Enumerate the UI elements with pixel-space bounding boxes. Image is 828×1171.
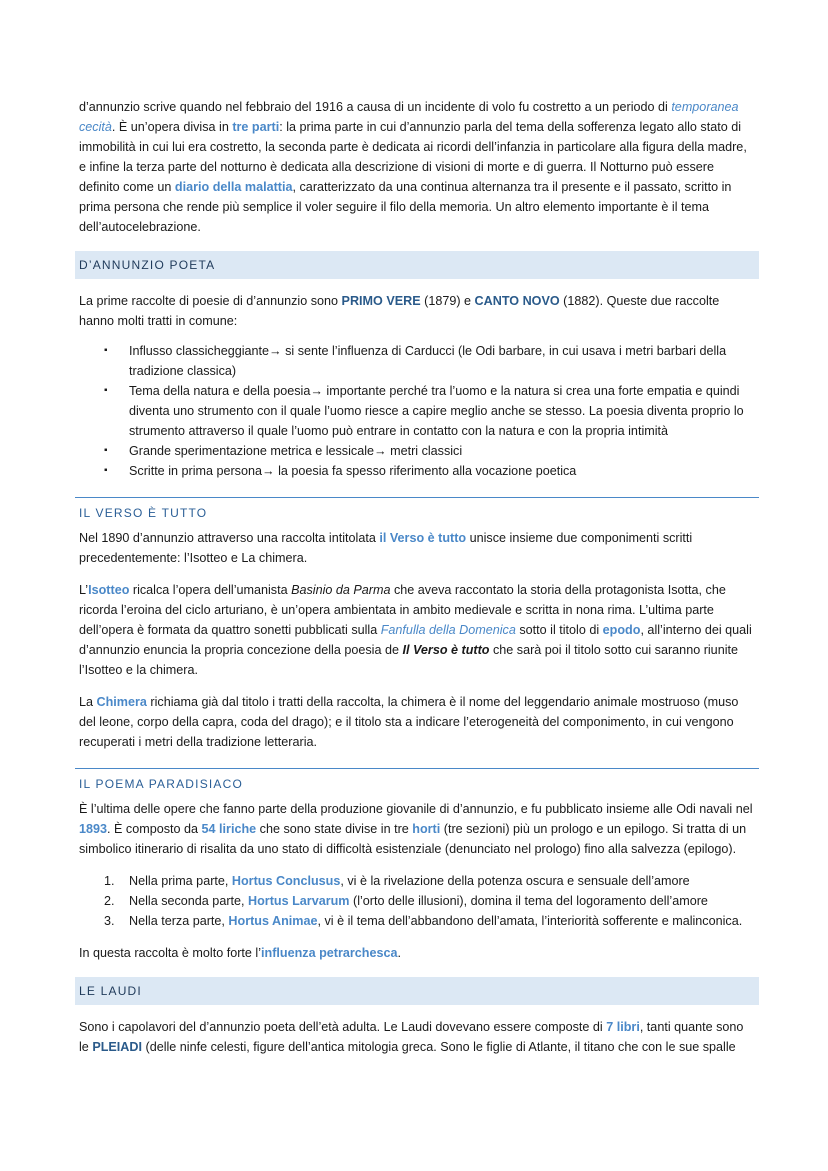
bold-italic-term: Il Verso è tutto xyxy=(402,643,490,657)
poeta-paragraph xyxy=(79,291,755,331)
highlight-term: temporanea cecità xyxy=(79,100,739,134)
text: (l’orto delle illusioni), domina il tema del logoramento dell’amore xyxy=(349,894,708,908)
text: (delle ninfe celesti, figure dell’antica mitologia greca. Sono le figlie di Atlante, il titano che con le sue spalle xyxy=(142,1040,736,1054)
highlight-term: tre parti xyxy=(232,120,280,134)
section-heading-poema xyxy=(75,768,759,799)
bullet-icon: ▪ xyxy=(104,345,108,356)
list-item xyxy=(79,891,755,911)
text: ricalca l’opera dell’umanista xyxy=(129,583,292,597)
text: : la prima parte in cui d’annunzio parla del tema della sofferenza legato allo stato di immobilità in cui lui era costretto, la seconda parte è dedicata ai ricordi dell’infanzia in particolare alla figura della madre, e infine la terza parte del notturno è dedicata alla descrizione di visioni di morte e di guerra. Il Notturno può essere definito come un xyxy=(79,120,747,194)
italic-term: Basinio da Parma xyxy=(291,583,391,597)
text: . È composto da xyxy=(107,822,202,836)
text: . È un’opera divisa in xyxy=(111,120,233,134)
text: Nella terza parte, xyxy=(129,914,229,928)
text: (tre sezioni) più un prologo e un epilogo. Si tratta di un simbolico itinerario di risalita da uno stato di difficoltà esistenziale (denunciato nel prologo) fino alla salvezza (epilogo). xyxy=(79,822,747,856)
highlight-term: epodo xyxy=(602,623,641,637)
text: , tanti quante sono le xyxy=(79,1020,744,1054)
text: Nel 1890 d’annunzio attraverso una raccolta intitolata xyxy=(79,531,380,545)
document-content xyxy=(79,97,755,1057)
poeta-bullet-list xyxy=(79,341,755,481)
laudi-paragraph xyxy=(79,1017,755,1057)
section-heading-laudi xyxy=(75,977,759,1005)
highlight-term: 1893 xyxy=(79,822,108,836)
highlight-term: Isotteo xyxy=(88,583,130,597)
bullet-icon: ▪ xyxy=(104,465,108,476)
intro-paragraph xyxy=(79,97,755,237)
text: d’annunzio scrive quando nel febbraio del 1916 a causa di un incidente di volo fu costretto a un periodo di xyxy=(79,100,672,114)
highlight-term: il Verso è tutto xyxy=(379,531,467,545)
highlight-term: Hortus Conclusus xyxy=(231,874,341,888)
list-item xyxy=(79,871,755,891)
title-canto-novo: CANTO NOVO xyxy=(474,294,560,308)
poema-numbered-list xyxy=(79,871,755,931)
heading-text: LE LAUDI xyxy=(79,984,142,998)
text: . xyxy=(397,946,401,960)
text: , vi è la rivelazione della potenza oscura e sensuale dell’amore xyxy=(340,874,690,888)
text: La xyxy=(79,695,97,709)
text: , caratterizzato da una continua alternanza tra il presente e il passato, scritto in prima persona che rende più semplice il voler seguire il filo della memoria. Un altro elemento importante è il tema dell’autocelebrazione. xyxy=(79,180,732,234)
heading-text: IL VERSO È TUTTO xyxy=(79,506,208,520)
highlight-term: 7 libri xyxy=(606,1020,640,1034)
text: In questa raccolta è molto forte l’ xyxy=(79,946,262,960)
section-heading-verso xyxy=(75,497,759,528)
heading-text: D’ANNUNZIO POETA xyxy=(79,258,216,272)
list-item xyxy=(79,341,755,381)
list-item xyxy=(79,911,755,931)
highlight-term: horti xyxy=(412,822,441,836)
bullet-icon: ▪ xyxy=(104,385,108,396)
text: , all’interno dei quali d’annunzio enuncia la propria concezione della poesia de xyxy=(79,623,752,657)
list-item xyxy=(79,441,755,461)
list-item-text: Influsso classicheggiante→ si sente l’influenza di Carducci (le Odi barbare, in cui usava i metri barbari della tradizione classica) xyxy=(129,344,727,378)
text: Sono i capolavori del d’annunzio poeta dell’età adulta. Le Laudi dovevano essere composte di xyxy=(79,1020,607,1034)
text: La prime raccolte di poesie di d’annunzio sono xyxy=(79,294,342,308)
text: unisce insieme due componimenti scritti precedentemente: l’Isotteo e La chimera. xyxy=(79,531,693,565)
bullet-icon: ▪ xyxy=(104,445,108,456)
highlight-term: Fanfulla della Domenica xyxy=(380,623,516,637)
highlight-term: Hortus Larvarum xyxy=(248,894,350,908)
highlight-term: 54 liriche xyxy=(201,822,257,836)
text: sotto il titolo di xyxy=(515,623,603,637)
poema-paragraph-2 xyxy=(79,943,755,963)
text: È l’ultima delle opere che fanno parte della produzione giovanile di d’annunzio, e fu pubblicato insieme alle Odi navali nel xyxy=(79,802,753,816)
title-pleiadi: PLEIADI xyxy=(92,1040,142,1054)
text: , vi è il tema dell’abbandono dell’amata, l’interiorità sofferente e malinconica. xyxy=(317,914,743,928)
verso-paragraph-3 xyxy=(79,692,755,752)
list-item xyxy=(79,461,755,481)
title-primo-vere: PRIMO VERE xyxy=(341,294,421,308)
text: che sono state divise in tre xyxy=(256,822,413,836)
text: che sarà poi il titolo sotto cui saranno riunite l’Isotteo e la chimera. xyxy=(79,643,738,677)
highlight-term: diario della malattia xyxy=(174,180,293,194)
highlight-term: Chimera xyxy=(96,695,147,709)
list-item-text: Scritte in prima persona→ la poesia fa spesso riferimento alla vocazione poetica xyxy=(129,464,577,478)
text: (1882). Queste due raccolte hanno molti tratti in comune: xyxy=(79,294,720,328)
list-number: 2. xyxy=(104,894,115,908)
list-item xyxy=(79,381,755,441)
text: Nella prima parte, xyxy=(129,874,232,888)
heading-text: IL POEMA PARADISIACO xyxy=(79,777,244,791)
highlight-term: Hortus Animae xyxy=(228,914,318,928)
list-number: 1. xyxy=(104,874,115,888)
list-number: 3. xyxy=(104,914,115,928)
verso-paragraph-2 xyxy=(79,580,755,680)
text: Nella seconda parte, xyxy=(129,894,249,908)
text: L’ xyxy=(79,583,89,597)
highlight-term: influenza petrarchesca xyxy=(261,946,398,960)
text: che aveva raccontato la storia della protagonista Isotta, che ricorda l’eroina del ciclo arturiano, è un’opera ambientata in ambito medievale e scritta in nona rima. L’ultima parte dell’opera è formata da quattro sonetti pubblicati sulla xyxy=(79,583,726,637)
list-item-text: Grande sperimentazione metrica e lessicale→ metri classici xyxy=(129,444,463,458)
verso-paragraph-1 xyxy=(79,528,755,568)
list-item-text: Tema della natura e della poesia→ importante perché tra l’uomo e la natura si crea una forte empatia e quindi diventa uno strumento con il quale l’uomo riesce a capire meglio anche se stesso. La poesia diventa proprio lo strumento attraverso il quale l’uomo può entrare in contatto con la natura e con la propria intimità xyxy=(129,384,744,438)
text: (1879) e xyxy=(420,294,475,308)
text: richiama già dal titolo i tratti della raccolta, la chimera è il nome del leggendario animale mostruoso (muso del leone, corpo della capra, coda del drago); e il titolo sta a indicare l’eterogeneità del componimento, in cui vengono recuperati i metri della tradizione letteraria. xyxy=(79,695,739,749)
poema-paragraph-1 xyxy=(79,799,755,859)
section-heading-poeta xyxy=(75,251,759,279)
